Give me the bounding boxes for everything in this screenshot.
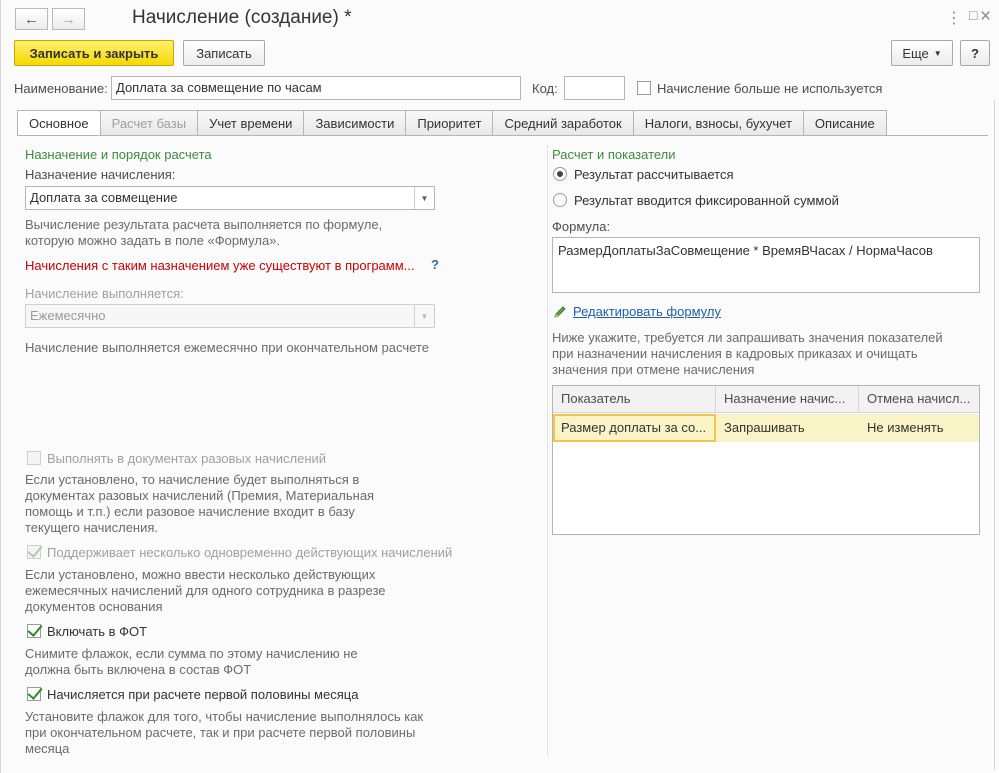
fot-hint-line: Снимите флажок, если сумма по этому начислению не bbox=[25, 646, 358, 661]
help-button[interactable]: ? bbox=[960, 40, 990, 66]
fot-hint bbox=[25, 646, 358, 678]
indicators-table[interactable] bbox=[552, 385, 980, 535]
name-label: Наименование: bbox=[14, 81, 108, 96]
first-half-hint-line: месяца bbox=[25, 741, 70, 756]
purpose-value: Доплата за совмещение bbox=[30, 190, 178, 205]
tab-taxes[interactable]: Налоги, взносы, бухучет bbox=[634, 110, 804, 136]
radio-calculated-label: Результат рассчитывается bbox=[574, 167, 734, 182]
multi-checkbox bbox=[27, 545, 41, 559]
more-actions-icon[interactable]: ⋮ bbox=[946, 10, 962, 27]
column-divider bbox=[547, 146, 548, 756]
multi-hint-line: Если установлено, можно ввести несколько действующих bbox=[25, 567, 376, 582]
tab-description[interactable]: Описание bbox=[804, 110, 887, 136]
close-icon[interactable]: × bbox=[980, 6, 992, 27]
back-button[interactable] bbox=[15, 8, 48, 30]
radio-fixed-label: Результат вводится фиксированной суммой bbox=[574, 193, 839, 208]
dropdown-arrow-icon: ▼ bbox=[933, 48, 942, 58]
onetime-hint bbox=[25, 472, 374, 536]
chevron-down-icon: ▼ bbox=[414, 305, 434, 327]
indicators-hint-line: значения при отмене начисления bbox=[552, 362, 755, 377]
chevron-down-icon[interactable]: ▼ bbox=[414, 187, 434, 209]
arrow-right-icon: → bbox=[61, 10, 76, 28]
first-half-hint bbox=[25, 709, 423, 757]
first-half-label: Начисляется при расчете первой половины месяца bbox=[47, 687, 359, 702]
save-and-close-button[interactable]: Записать и закрыть bbox=[14, 40, 174, 66]
indicators-hint bbox=[552, 330, 943, 378]
period-select bbox=[25, 304, 435, 328]
onetime-hint-line: помощь и т.п.) если разовое начисление входит в базу bbox=[25, 504, 355, 519]
warning-help-icon[interactable]: ? bbox=[431, 257, 439, 272]
indicators-hint-line: при назначении начисления в кадровых приказах и очищать bbox=[552, 346, 918, 361]
purpose-label: Назначение начисления: bbox=[25, 167, 176, 182]
purpose-select[interactable] bbox=[25, 186, 435, 210]
more-button-label: Еще bbox=[902, 45, 929, 61]
period-value: Ежемесячно bbox=[30, 308, 106, 323]
formula-hint-line-1: Вычисление результата расчета выполняется по формуле, bbox=[25, 217, 383, 232]
not-used-checkbox[interactable] bbox=[637, 81, 651, 95]
multi-label: Поддерживает несколько одновременно действующих начислений bbox=[47, 545, 453, 560]
edit-formula-link[interactable]: Редактировать формулу bbox=[573, 304, 721, 319]
onetime-label: Выполнять в документах разовых начислений bbox=[47, 451, 327, 466]
period-hint: Начисление выполняется ежемесячно при окончательном расчете bbox=[25, 340, 429, 355]
code-input[interactable] bbox=[564, 76, 625, 100]
period-label: Начисление выполняется: bbox=[25, 286, 184, 301]
onetime-hint-line: текущего начисления. bbox=[25, 520, 159, 535]
multi-hint-line: ежемесячных начислений для одного сотрудника в разрезе bbox=[25, 583, 386, 598]
save-button[interactable]: Записать bbox=[183, 40, 265, 66]
more-button[interactable] bbox=[891, 40, 953, 66]
not-used-label: Начисление больше не используется bbox=[657, 81, 883, 96]
pencil-icon bbox=[553, 305, 567, 319]
formula-label: Формула: bbox=[552, 219, 611, 234]
indicators-hint-line: Ниже укажите, требуется ли запрашивать значения показателей bbox=[552, 330, 943, 345]
table-cell-cancel[interactable]: Не изменять bbox=[859, 414, 979, 442]
column-header-cancel[interactable]: Отмена начисл... bbox=[859, 386, 979, 413]
name-input[interactable]: Доплата за совмещение по часам bbox=[111, 76, 521, 100]
forward-button[interactable] bbox=[52, 8, 85, 30]
table-cell-assignment[interactable]: Запрашивать bbox=[716, 414, 859, 442]
first-half-checkbox[interactable] bbox=[27, 687, 41, 701]
form-title: Начисление (создание) * bbox=[132, 7, 352, 28]
first-half-hint-line: при окончательном расчете, так и при расчете первой половины bbox=[25, 725, 416, 740]
tab-time-accounting[interactable]: Учет времени bbox=[198, 110, 304, 136]
tab-priority[interactable]: Приоритет bbox=[406, 110, 493, 136]
table-cell-indicator[interactable]: Размер доплаты за со... bbox=[553, 414, 716, 442]
tab-bar bbox=[17, 110, 887, 136]
multi-hint-line: документов основания bbox=[25, 599, 163, 614]
tab-main[interactable]: Основное bbox=[17, 110, 101, 136]
onetime-hint-line: документах разовых начислений (Премия, Материальная bbox=[25, 488, 375, 503]
multi-hint bbox=[25, 567, 386, 615]
tab-average-earnings[interactable]: Средний заработок bbox=[493, 110, 633, 136]
arrow-left-icon: ← bbox=[24, 10, 39, 28]
scroll-edge bbox=[994, 100, 995, 770]
first-half-hint-line: Установите флажок для того, чтобы начисление выполнялось как bbox=[25, 709, 424, 724]
formula-field[interactable]: РазмерДоплатыЗаСовмещение * ВремяВЧасах / НормаЧасов bbox=[552, 237, 980, 293]
tab-dependencies[interactable]: Зависимости bbox=[304, 110, 406, 136]
existing-accruals-warning[interactable]: Начисления с таким назначением уже существуют в программ... bbox=[25, 258, 415, 273]
tab-base-calculation[interactable]: Расчет базы bbox=[101, 110, 199, 136]
right-section-title: Расчет и показатели bbox=[552, 147, 676, 162]
onetime-checkbox bbox=[27, 451, 41, 465]
column-header-assignment[interactable]: Назначение начис... bbox=[716, 386, 859, 413]
maximize-icon[interactable]: □ bbox=[969, 7, 978, 23]
fot-checkbox[interactable] bbox=[27, 624, 41, 638]
radio-fixed[interactable] bbox=[553, 193, 567, 207]
radio-calculated[interactable] bbox=[553, 167, 567, 181]
code-label: Код: bbox=[532, 81, 558, 96]
column-header-indicator[interactable]: Показатель bbox=[553, 386, 716, 413]
fot-hint-line: должна быть включена в состав ФОТ bbox=[25, 662, 252, 677]
formula-hint-line-2: которую можно задать в поле «Формула». bbox=[25, 233, 281, 248]
left-section-title: Назначение и порядок расчета bbox=[25, 147, 212, 162]
onetime-hint-line: Если установлено, то начисление будет выполняться в bbox=[25, 472, 360, 487]
fot-label: Включать в ФОТ bbox=[47, 624, 148, 639]
